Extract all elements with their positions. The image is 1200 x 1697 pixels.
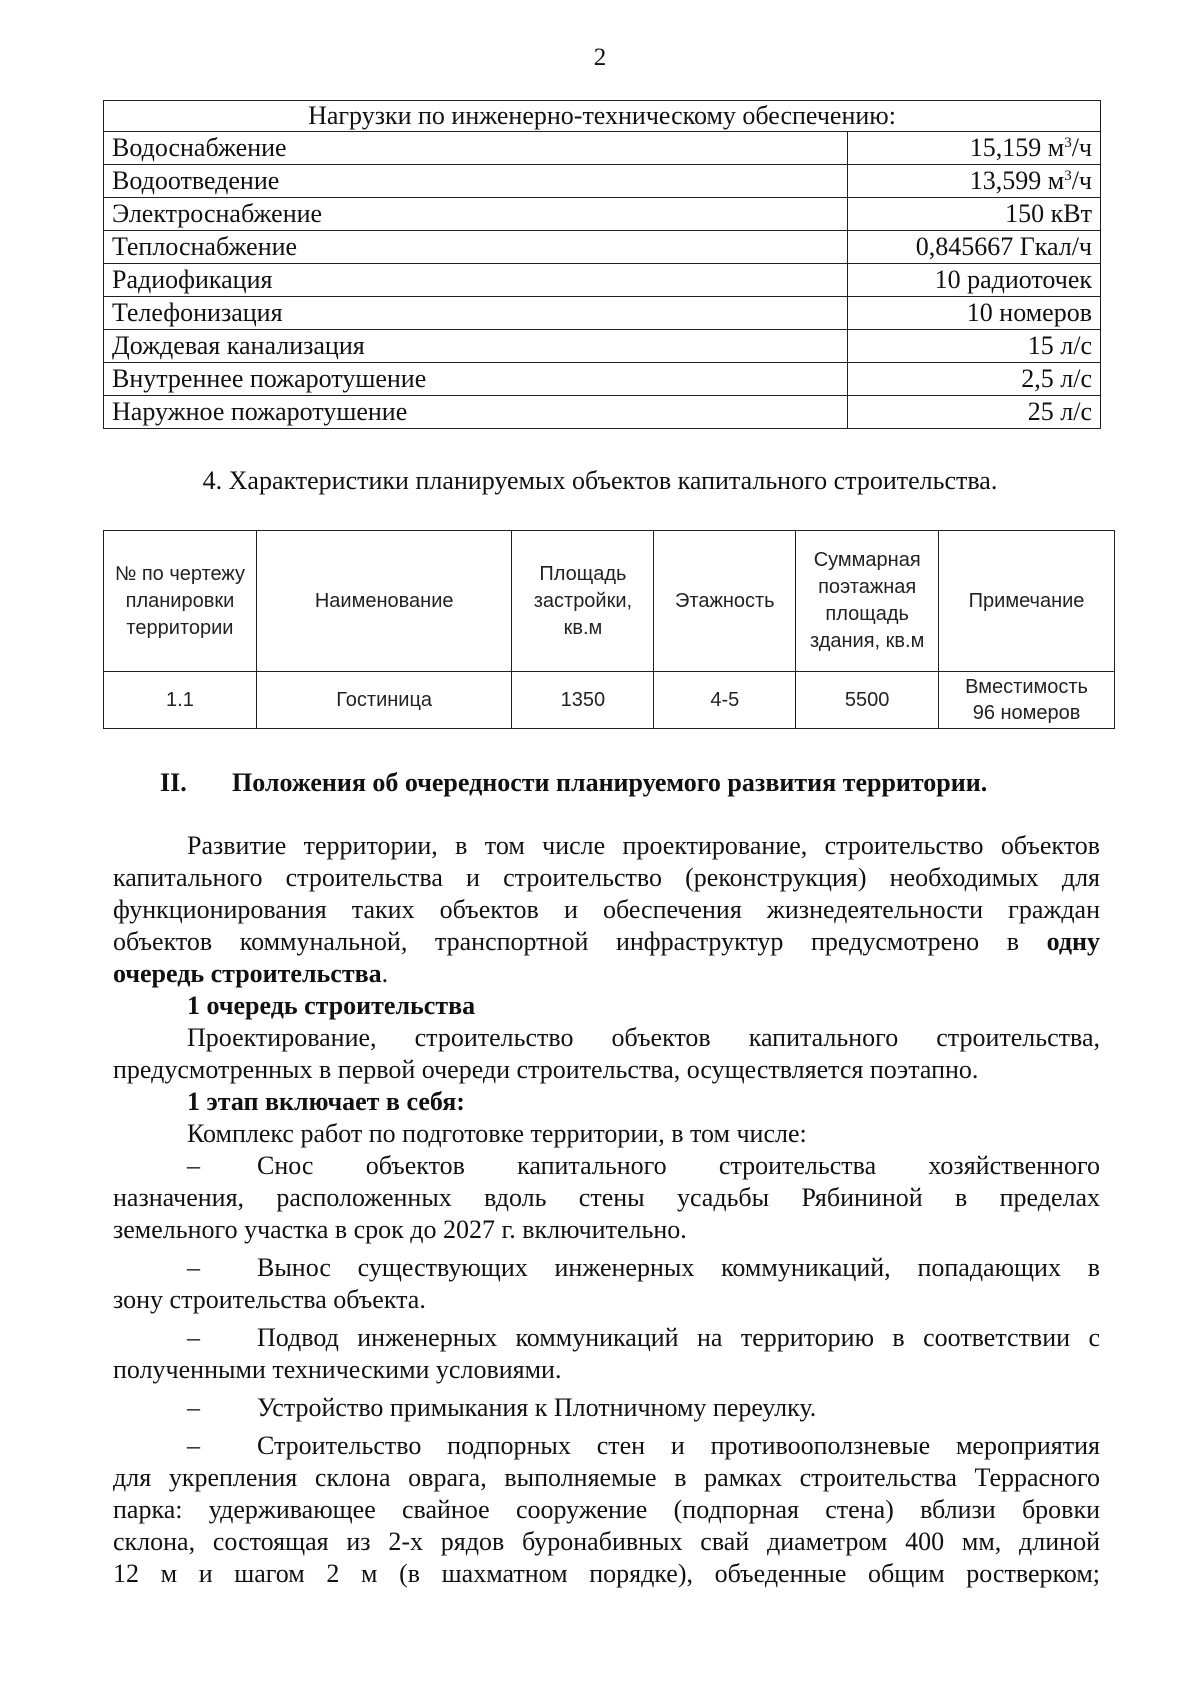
dash-bullet: –: [187, 1253, 200, 1282]
col-header-building-area: Площадь застройки, кв.м: [512, 531, 654, 672]
load-name: Телефонизация: [104, 297, 848, 330]
paragraph-line: земельного участка в срок до 2027 г. включительно.: [113, 1215, 687, 1244]
paragraph-line: объектов коммунальной, транспортной инфраструктур предусмотрено в одну: [113, 927, 1100, 956]
list-item-text: Устройство примыкания к Плотничному переулку.: [257, 1393, 817, 1422]
load-name: Наружное пожаротушение: [104, 396, 848, 429]
list-item-text: Строительство подпорных стен и противооползневые мероприятия: [257, 1431, 1100, 1460]
table-row: [104, 132, 1101, 165]
paragraph-line: Комплекс работ по подготовке территории, в том числе:: [187, 1119, 807, 1148]
load-name: Дождевая канализация: [104, 330, 848, 363]
table-row: [104, 198, 1101, 231]
dash-bullet: –: [187, 1151, 200, 1180]
load-value: 10 номеров: [848, 297, 1101, 330]
dash-bullet: –: [187, 1431, 200, 1460]
load-value: 150 кВт: [848, 198, 1101, 231]
page-number: 2: [593, 44, 607, 71]
list-item-text: Подвод инженерных коммуникаций на территорию в соответствии с: [257, 1323, 1100, 1352]
paragraph-line: предусмотренных в первой очереди строительства, осуществляется поэтапно.: [113, 1055, 979, 1084]
load-value: 10 радиоточек: [848, 264, 1101, 297]
col-header-note: Примечание: [939, 531, 1115, 672]
list-item: [187, 1150, 1100, 1182]
load-name: Теплоснабжение: [104, 231, 848, 264]
paragraph-line: Развитие территории, в том числе проектирование, строительство объектов: [187, 831, 1100, 860]
list-item-text: Снос объектов капитального строительства хозяйственного: [257, 1151, 1100, 1180]
col-header-floors: Этажность: [654, 531, 796, 672]
paragraph-line: парка: удерживающее свайное сооружение (подпорная стена) вблизи бровки: [113, 1495, 1100, 1524]
cell-floors: 4-5: [654, 672, 796, 729]
dash-bullet: –: [187, 1393, 200, 1422]
paragraph-line: Проектирование, строительство объектов капитального строительства,: [187, 1023, 1100, 1052]
engineering-loads-table: [103, 100, 1101, 429]
load-name: Водоснабжение: [104, 132, 848, 165]
table-row: [104, 231, 1101, 264]
load-name: Водоотведение: [104, 165, 848, 198]
table-row: [104, 330, 1101, 363]
paragraph-line: функционирования таких объектов и обеспечения жизнедеятельности граждан: [113, 895, 1100, 924]
section-2-title: Положения об очередности планируемого развития территории.: [232, 768, 988, 797]
col-header-plan-number: № по чертежу планировки территории: [104, 531, 257, 672]
cell-plan-number: 1.1: [104, 672, 257, 729]
load-value: 25 л/с: [848, 396, 1101, 429]
cell-name: Гостиница: [256, 672, 512, 729]
list-item: [187, 1322, 1100, 1354]
table-row: [104, 297, 1101, 330]
list-item: [187, 1392, 1100, 1424]
loads-table-header: Нагрузки по инженерно-техническому обеспечению:: [104, 101, 1101, 132]
load-value: 13,599 $м^3/ч$: [848, 165, 1101, 198]
list-item-text: Вынос существующих инженерных коммуникаций, попадающих в: [257, 1253, 1100, 1282]
paragraph-line: склона, состоящая из 2-х рядов буронабивных свай диаметром 400 мм, длиной: [113, 1527, 1100, 1556]
col-header-name: Наименование: [256, 531, 512, 672]
section-2-number: II.: [160, 768, 187, 797]
table-row: [104, 396, 1101, 429]
load-value: 2,5 л/с: [848, 363, 1101, 396]
load-name: Электроснабжение: [104, 198, 848, 231]
load-value: 15 л/с: [848, 330, 1101, 363]
dash-bullet: –: [187, 1323, 200, 1352]
queue-heading: 1 очередь строительства: [187, 991, 476, 1020]
paragraph-line: 12 м и шагом 2 м (в шахматном порядке), объеденные общим ростверком;: [113, 1559, 1100, 1588]
load-name: Внутреннее пожаротушение: [104, 363, 848, 396]
stage-heading: 1 этап включает в себя:: [187, 1087, 465, 1116]
capital-objects-table: [103, 530, 1115, 729]
paragraph-line: очередь строительства.: [113, 959, 389, 988]
cell-building-area: 1350: [512, 672, 654, 729]
cell-total-floor-area: 5500: [796, 672, 939, 729]
cell-note: Вместимость 96 номеров: [939, 672, 1115, 729]
paragraph-line: капитального строительства и строительство (реконструкция) необходимых для: [113, 863, 1100, 892]
load-value: 0,845667 Гкал/ч: [848, 231, 1101, 264]
paragraph-line: зону строительства объекта.: [113, 1285, 426, 1314]
table-row: [104, 165, 1101, 198]
load-name: Радиофикация: [104, 264, 848, 297]
paragraph-line: для укрепления склона оврага, выполняемые в рамках строительства Террасного: [113, 1463, 1100, 1492]
section-4-title: 4. Характеристики планируемых объектов капитального строительства.: [202, 466, 998, 495]
table-row: [104, 672, 1115, 729]
list-item: [187, 1252, 1100, 1284]
list-item: [187, 1430, 1100, 1462]
paragraph-line: назначения, расположенных вдоль стены усадьбы Рябининой в пределах: [113, 1183, 1100, 1212]
table-row: [104, 363, 1101, 396]
table-row: [104, 264, 1101, 297]
col-header-total-floor-area: Суммарная поэтажная площадь здания, кв.м: [796, 531, 939, 672]
paragraph-line: полученными техническими условиями.: [113, 1355, 562, 1384]
load-value: 15,159 $м^3/ч$: [848, 132, 1101, 165]
